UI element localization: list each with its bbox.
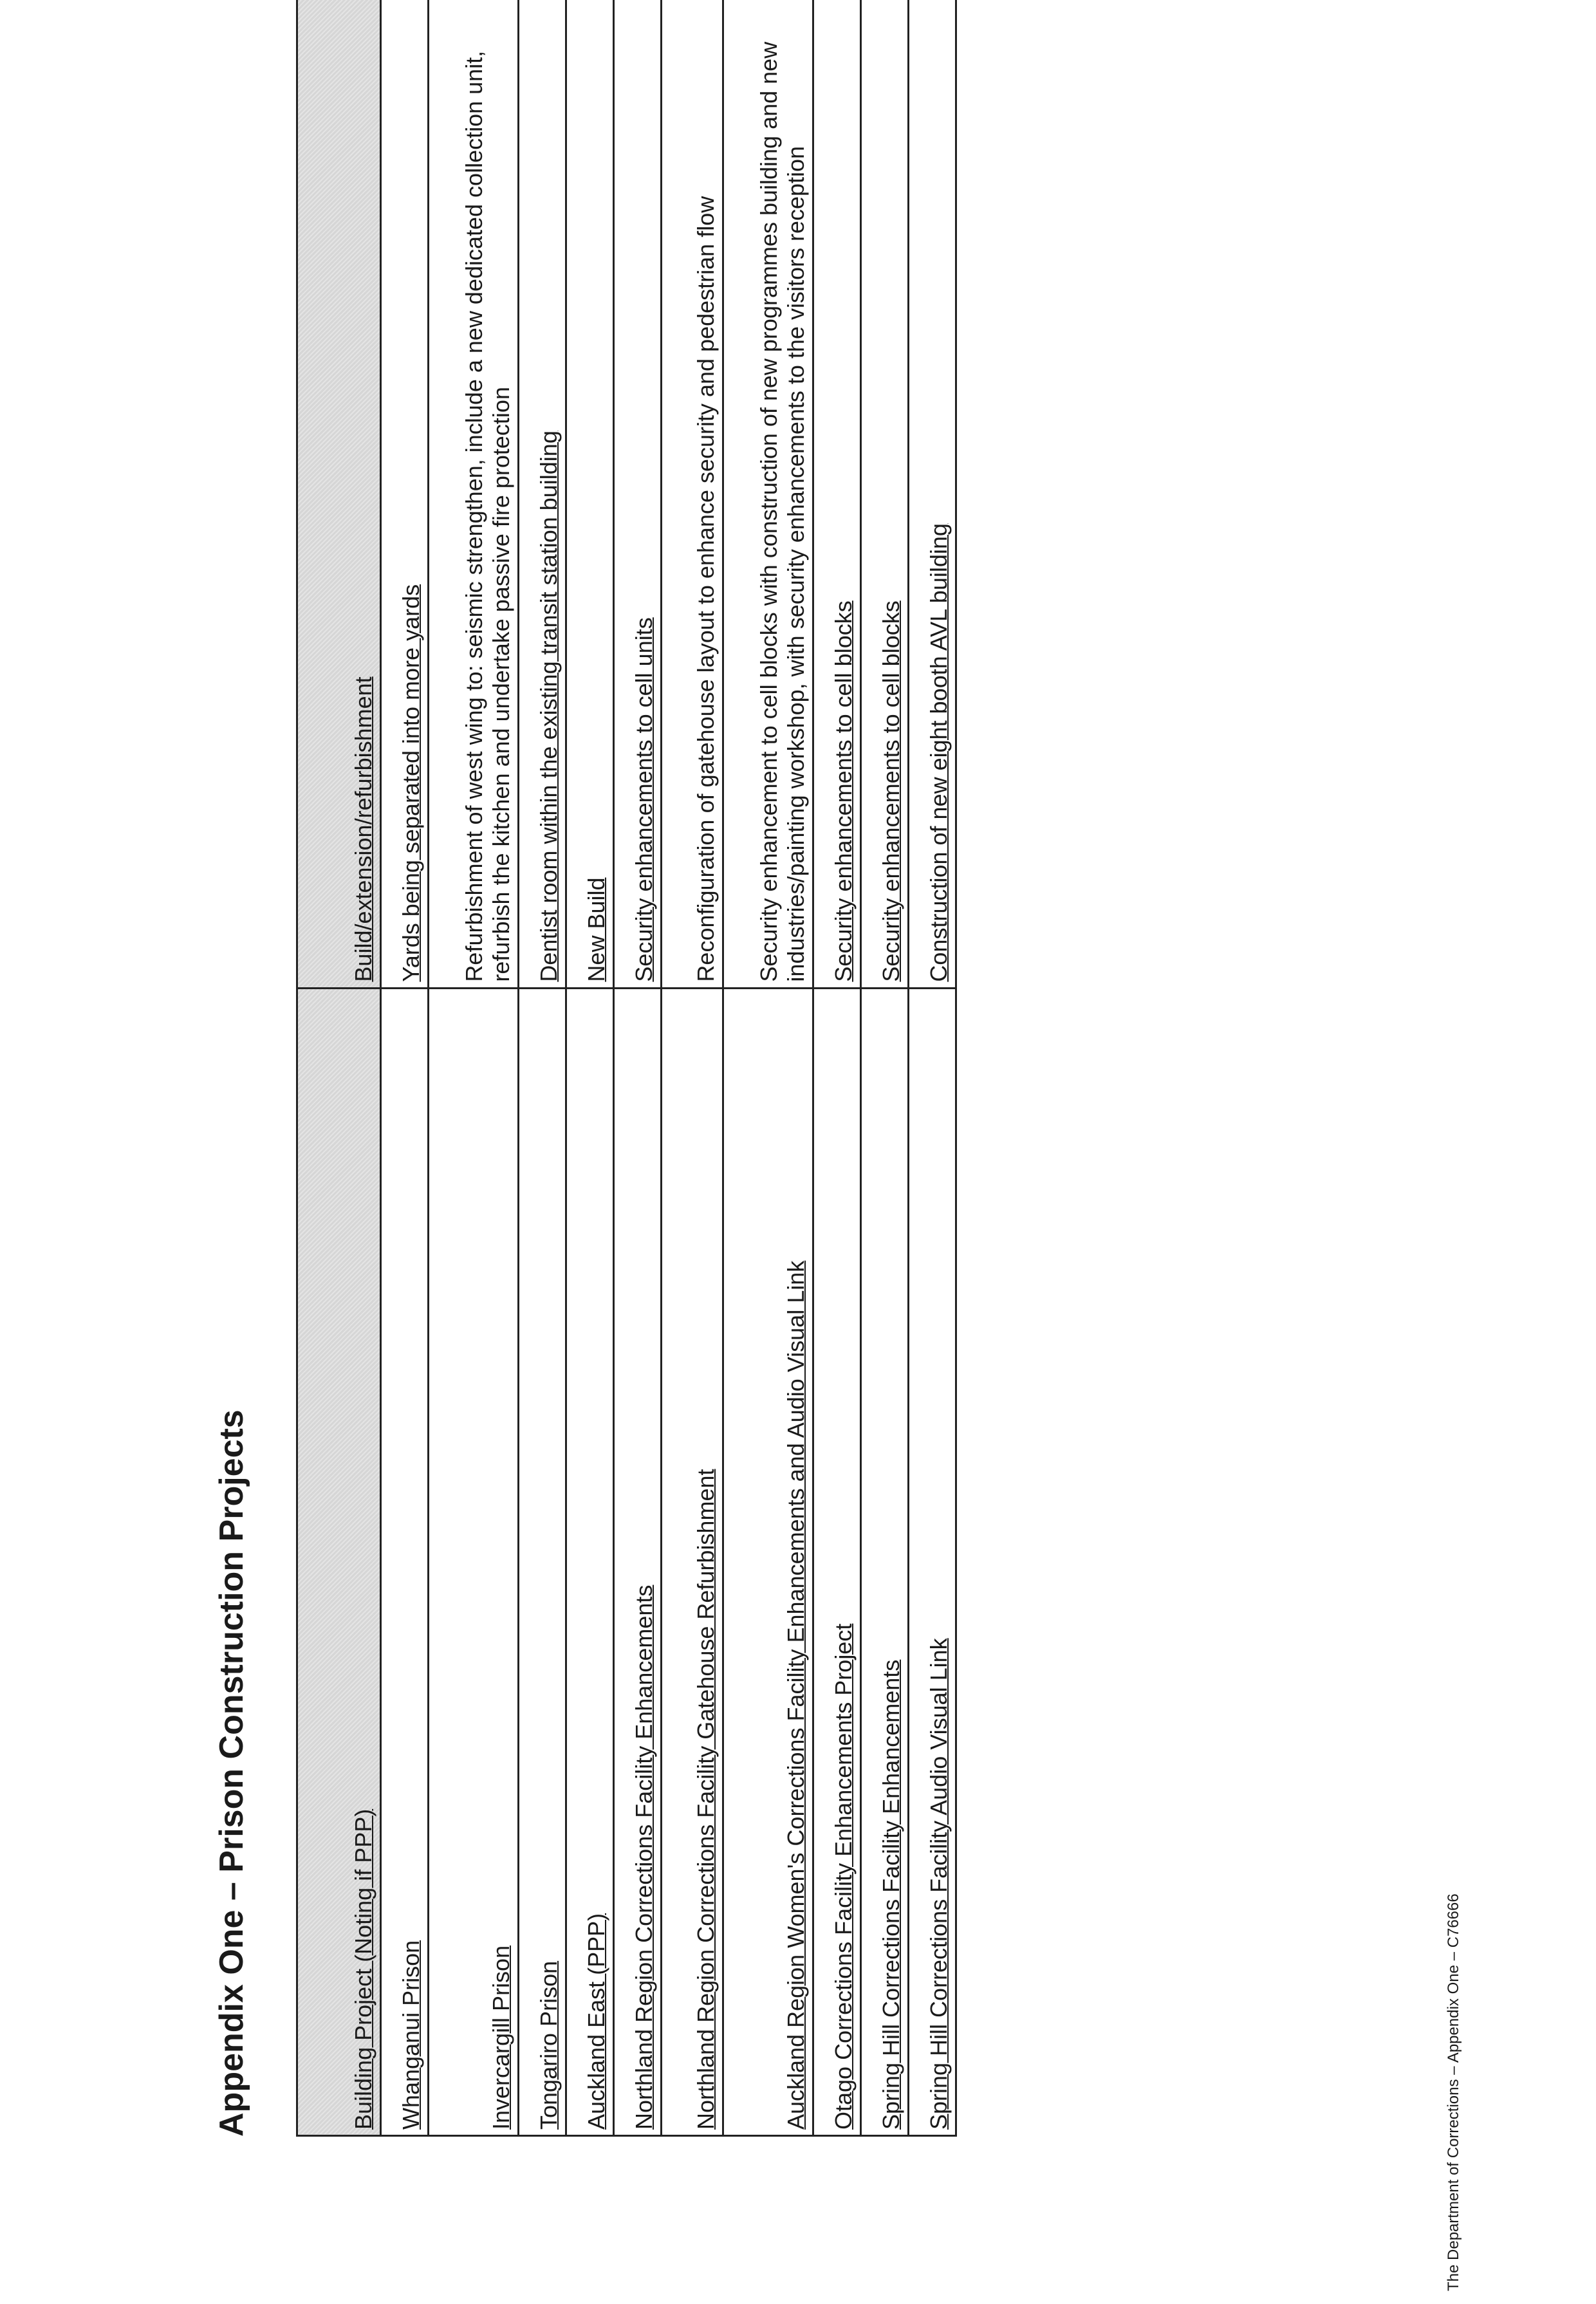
work-cell: Dentist room within the existing transit station building (519, 0, 566, 988)
page-title: Appendix One – Prison Construction Projects (213, 1409, 250, 2137)
work-cell: Yards being separated into more yards (381, 0, 429, 988)
rotated-page-content (212, 0, 1499, 2188)
project-cell: Otago Corrections Facility Enhancements Project (813, 988, 861, 2135)
table-row (429, 0, 519, 2136)
table-header-row (297, 0, 381, 2136)
footer-text: The Department of Corrections – Appendix One – C76666 (1445, 1893, 1462, 2291)
project-cell: Spring Hill Corrections Facility Enhancements (861, 988, 909, 2135)
table-row (566, 0, 614, 2136)
table-row (614, 0, 662, 2136)
table-row (909, 0, 956, 2136)
work-cell: New Build (566, 0, 614, 988)
table-row (381, 0, 429, 2136)
table-row (861, 0, 909, 2136)
project-cell: Northland Region Corrections Facility Enhancements (614, 988, 662, 2135)
work-cell: Construction of new eight booth AVL building (909, 0, 956, 988)
work-cell: Security enhancements to cell blocks (861, 0, 909, 988)
project-cell: Spring Hill Corrections Facility Audio Visual Link (909, 988, 956, 2135)
project-cell: Northland Region Corrections Facility Gatehouse Refurbishment (662, 988, 723, 2135)
work-cell: Security enhancements to cell units (614, 0, 662, 988)
table-row (662, 0, 723, 2136)
project-cell: Whanganui Prison (381, 988, 429, 2135)
project-cell: Tongariro Prison (519, 988, 566, 2135)
project-cell: Auckland East (PPP) (566, 988, 614, 2135)
work-cell: Security enhancement to cell blocks with construction of new programmes building and new industries/painting workshop, with security enhancements to the visitors reception (723, 0, 813, 988)
table-row (813, 0, 861, 2136)
work-cell: Reconfiguration of gatehouse layout to enhance security and pedestrian flow (662, 0, 723, 988)
prison-projects-table (296, 0, 957, 2137)
footer-container (1445, 1841, 1464, 2304)
header-building-project: Building Project (Noting if PPP) (297, 988, 381, 2135)
work-cell: Refurbishment of west wing to: seismic strengthen, include a new dedicated collection unit, refurbish the kitchen and undertake passive fire protection (429, 0, 519, 988)
project-cell: Auckland Region Women's Corrections Facility Enhancements and Audio Visual Link (723, 988, 813, 2135)
header-build-type: Build/extension/refurbishment (297, 0, 381, 988)
project-cell: Invercargill Prison (429, 988, 519, 2135)
work-cell: Security enhancements to cell blocks (813, 0, 861, 988)
table-row (519, 0, 566, 2136)
table-row (723, 0, 813, 2136)
